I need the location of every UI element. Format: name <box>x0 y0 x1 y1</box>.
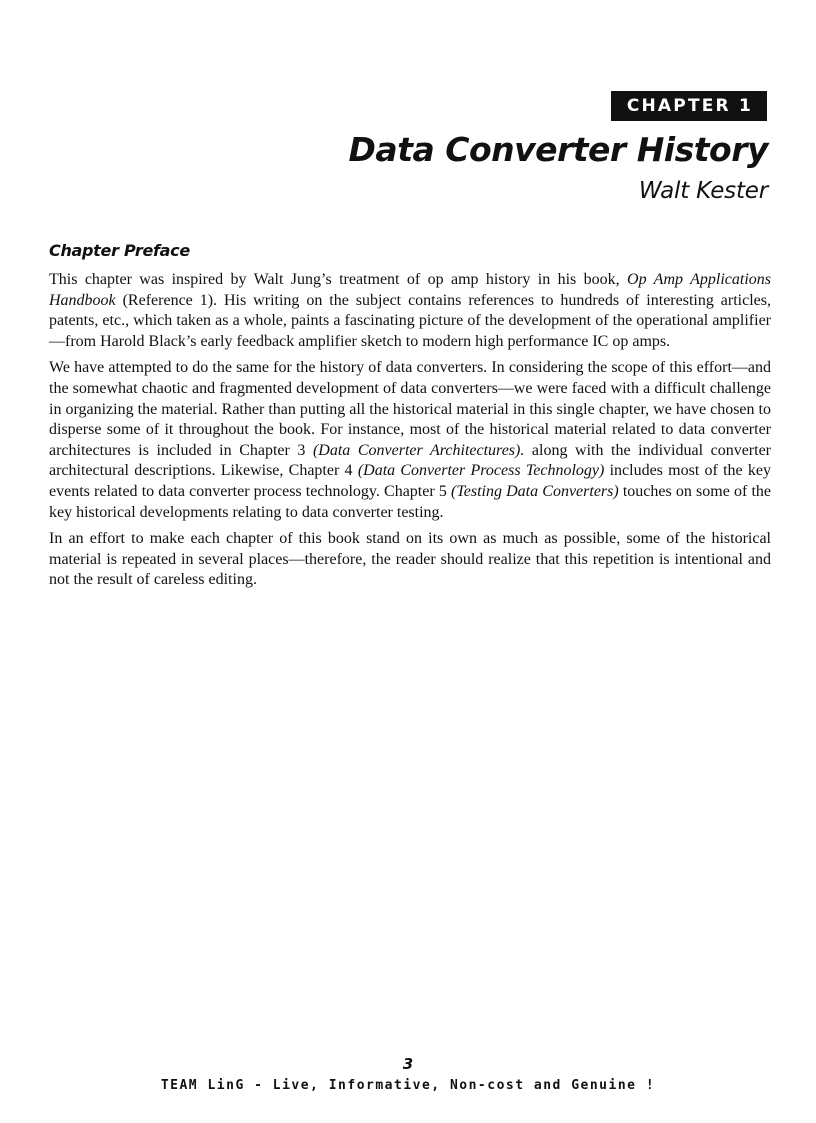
chapter-label-badge: CHAPTER 1 <box>611 91 767 121</box>
chapter-3-reference: (Data Converter Architectures). <box>312 441 525 459</box>
paragraph-1-text: (Reference 1). His writing on the subject contains references to hundreds of interesting articles, patents, etc., which taken as a whole, paints a fascinating picture of the development of the operational amplifier—from Harold Black’s early feedback amplifier sketch to modern high performance IC op amps. <box>49 291 771 350</box>
section-heading: Chapter Preface <box>49 241 190 260</box>
paragraph-2-text: includes most of the key events related to data converter process technology. Chapter 5 <box>49 462 772 500</box>
chapter-title: Data Converter History <box>348 130 768 169</box>
paragraph-3 <box>49 529 771 591</box>
paragraph-2-text: along with the individual converter architectural descriptions. Likewise, Chapter 4 <box>49 441 772 480</box>
chapter-author: Walt Kester <box>638 178 768 204</box>
paragraph-1 <box>49 270 771 352</box>
paragraph-1-text: This chapter was inspired by Walt Jung’s treatment of op amp history in his book, <box>49 271 628 288</box>
paragraph-2-text: We have attempted to do the same for the history of data converters. In considering the scope of this effort—and the somewhat chaotic and fragmented development of data converters—we were faced with a difficult challenge in organizing the material. Rather than putting all the historical material in this single chapter, we have chosen to disperse some of it throughout the book. For instance, most of the historical material related to data converter architectures is included in Chapter 3 <box>49 359 771 459</box>
chapter-5-reference: (Testing Data Converters) <box>450 482 619 500</box>
footer-note: TEAM LinG - Live, Informative, Non-cost and Genuine ! <box>160 1078 656 1093</box>
book-title-reference: Op Amp Applications Handbook <box>49 271 771 309</box>
chapter-4-reference: (Data Converter Process Technology) <box>357 462 605 480</box>
paragraph-2-text: touches on some of the key historical developments relating to data converter testing. <box>49 482 771 521</box>
paragraph-3-text: In an effort to make each chapter of this book stand on its own as much as possible, some of the historical material is repeated in several places—therefore, the reader should realize that this repetition is intentional and not the result of careless editing. <box>49 530 771 589</box>
page-number: 3 <box>402 1055 414 1073</box>
body-text <box>49 270 771 591</box>
paragraph-2 <box>49 358 771 523</box>
